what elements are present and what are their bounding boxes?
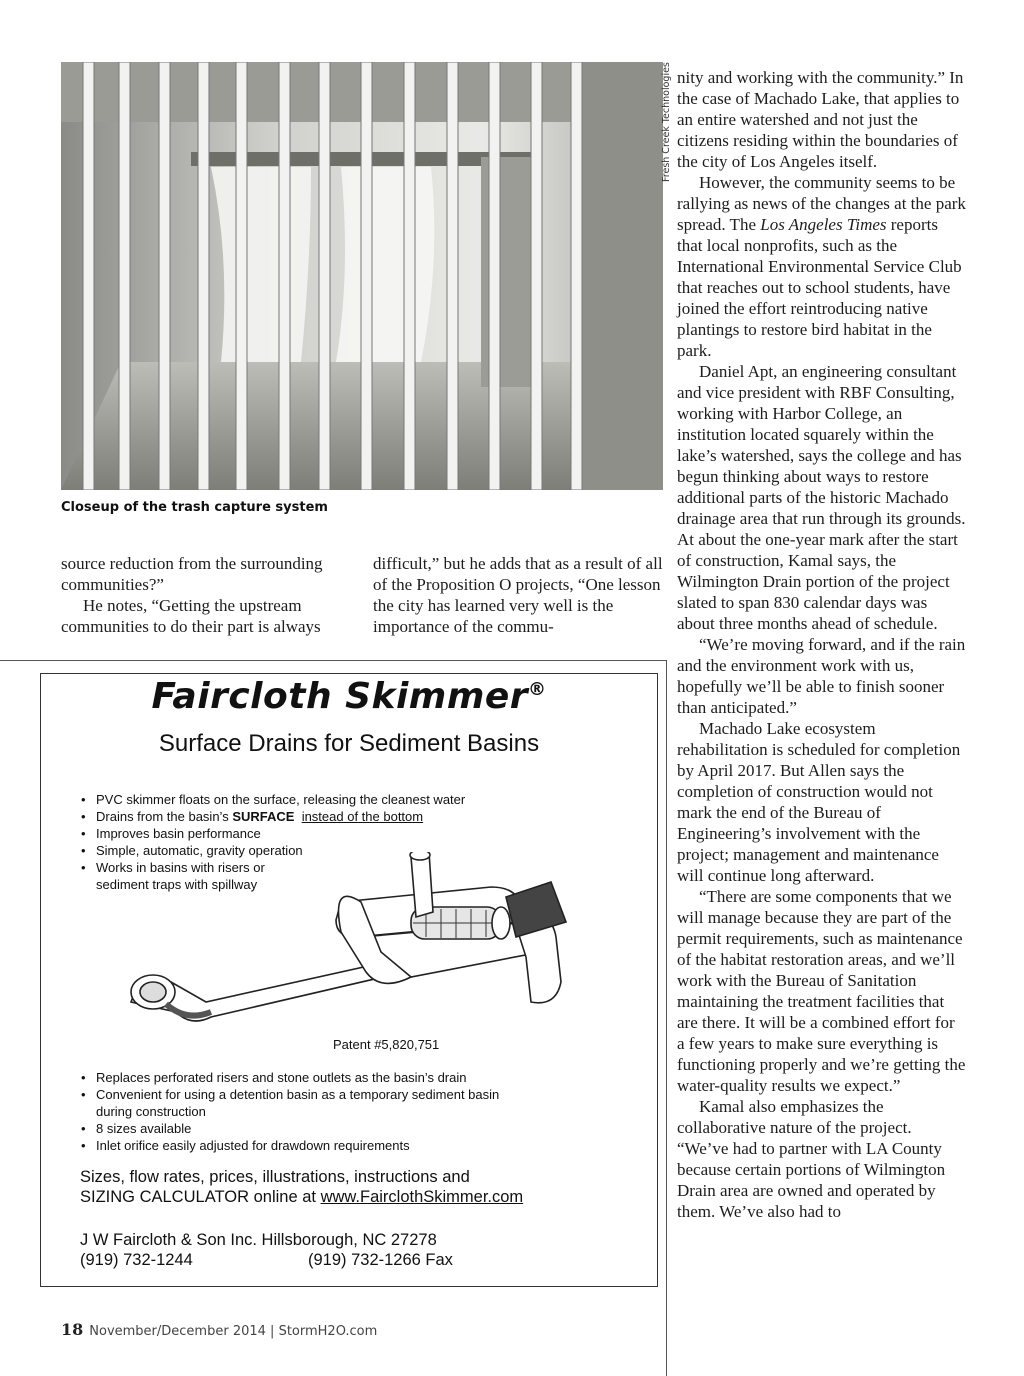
cage-bar [83,62,94,490]
photo-caption: Closeup of the trash capture system [61,500,328,515]
page-number: 18 [61,1320,84,1339]
patent-number: Patent #5,820,751 [333,1037,440,1052]
publication-name: Los Angeles Times [760,215,887,234]
photo-illustration [61,62,663,490]
article-paragraph: “We’re moving forward, and if the rain and the environment work with us, hopefully we’ll be able to finish sooner than anticipated.” [677,635,966,717]
list-item: • Inlet orifice easily adjusted for drawdown requirements [79,1137,519,1154]
cage-bar [319,62,330,490]
ad-title: Faircloth Skimmer® [151,676,547,717]
fax-number: (919) 732-1266 Fax [308,1251,453,1269]
website-link[interactable]: www.FairclothSkimmer.com [320,1188,524,1206]
cage-bar [531,62,542,490]
trash-capture-photo [61,62,663,490]
article-column-middle [373,553,663,637]
cage-bar [279,62,290,490]
ad-contact [80,1230,453,1270]
article-paragraph: nity and working with the community.” In the case of Machado Lake, that applies to an entire watershed and not just the citizens residing within the boundaries of the city of Los Angeles itself. [677,68,964,171]
cage-bar [489,62,500,490]
article-paragraph: “There are some components that we will manage because they are part of the permit requirements, such as maintenance of the habitat restoration areas, and we’ll work with the Bureau of Sanitation maintaining the treatment facilities that are there. It will be a combined effort for a few years to make sure everything is functioning properly and we’re getting the water-quality results we expect.” [677,887,966,1095]
list-item: • Simple, automatic, gravity operation [79,842,519,859]
phone-number: (919) 732-1244 [80,1251,193,1269]
article-paragraph: Daniel Apt, an engineering consultant and vice president with RBF Consulting, working with Harbor College, an institution located squarely within the lake’s watershed, says the college and has begun thinking about ways to restore additional parts of the historic Machado drainage area that run through its grounds. At about the one-year mark after the start of construction, Kamal says, the Wilmington Drain portion of the project slated to span 830 calendar days was about three months ahead of schedule. [677,362,966,633]
company-address: J W Faircloth & Son Inc. Hillsborough, NC 27278 [80,1231,437,1249]
skimmer-illustration [111,852,611,1042]
article-paragraph: source reduction from the surrounding communities?” [61,554,323,594]
page-footer: 18 November/December 2014 | StormH2O.com [61,1320,378,1339]
article-paragraph: He notes, “Getting the upstream communities to do their part is always [61,596,321,636]
list-item: • Convenient for using a detention basin as a temporary sediment basin during construction [79,1086,519,1120]
cage-bar [198,62,209,490]
photo-credit: Fresh Creek Technologies [661,62,672,182]
list-item: • 8 sizes available [79,1120,519,1137]
cage-bar [119,62,130,490]
list-item: • PVC skimmer floats on the surface, releasing the cleanest water [79,791,519,808]
list-item: • Replaces perforated risers and stone outlets as the basin’s drain [79,1069,519,1086]
faircloth-skimmer-ad [40,673,658,1287]
issue-date: November/December 2014 [89,1324,266,1339]
feature-list [79,1069,519,1154]
cage-bar [447,62,458,490]
cage-bar [159,62,170,490]
cage-bar [236,62,247,490]
list-item: • Improves basin performance [79,825,519,842]
cage-bar [571,62,582,490]
article-paragraph: Kamal also emphasizes the collaborative nature of the project. “We’ve had to partner with LA County because certain portions of Wilmington Drain area are owned and operated by them. We’ve also had to [677,1097,946,1221]
cage-bar [361,62,372,490]
column-divider [666,660,667,1376]
ad-divider [0,660,667,661]
list-item: • Works in basins with risers or sediment traps with spillway [79,859,296,893]
list-item: • Drains from the basin’s SURFACE instead of the bottom [79,808,519,825]
ad-subtitle: Surface Drains for Sediment Basins [158,730,540,757]
ad-info: Sizes, flow rates, prices, illustrations, instructions and SIZING CALCULATOR online at www.FairclothSkimmer.com [80,1168,524,1206]
article-paragraph: difficult,” but he adds that as a result of all of the Proposition O projects, “One lesson the city has learned very well is the importance of the commu- [373,554,663,636]
article-paragraph: However, the community seems to be rallying as news of the changes at the park spread. The Los Angeles Times reports that local nonprofits, such as the International Environmental Service Club that reaches out to school students, have joined the effort reintroducing native plantings to restore bird habitat in the park. [677,173,966,360]
article-column-left [61,553,351,637]
article-paragraph: Machado Lake ecosystem rehabilitation is scheduled for completion by April 2017. But Allen says the completion of construction would not mark the end of the Bureau of Engineering’s involvement with the project; management and maintenance will continue long afterward. [677,719,961,885]
article-column-right [677,67,966,1222]
site-name: StormH2O.com [278,1324,378,1339]
cage-bar [404,62,415,490]
